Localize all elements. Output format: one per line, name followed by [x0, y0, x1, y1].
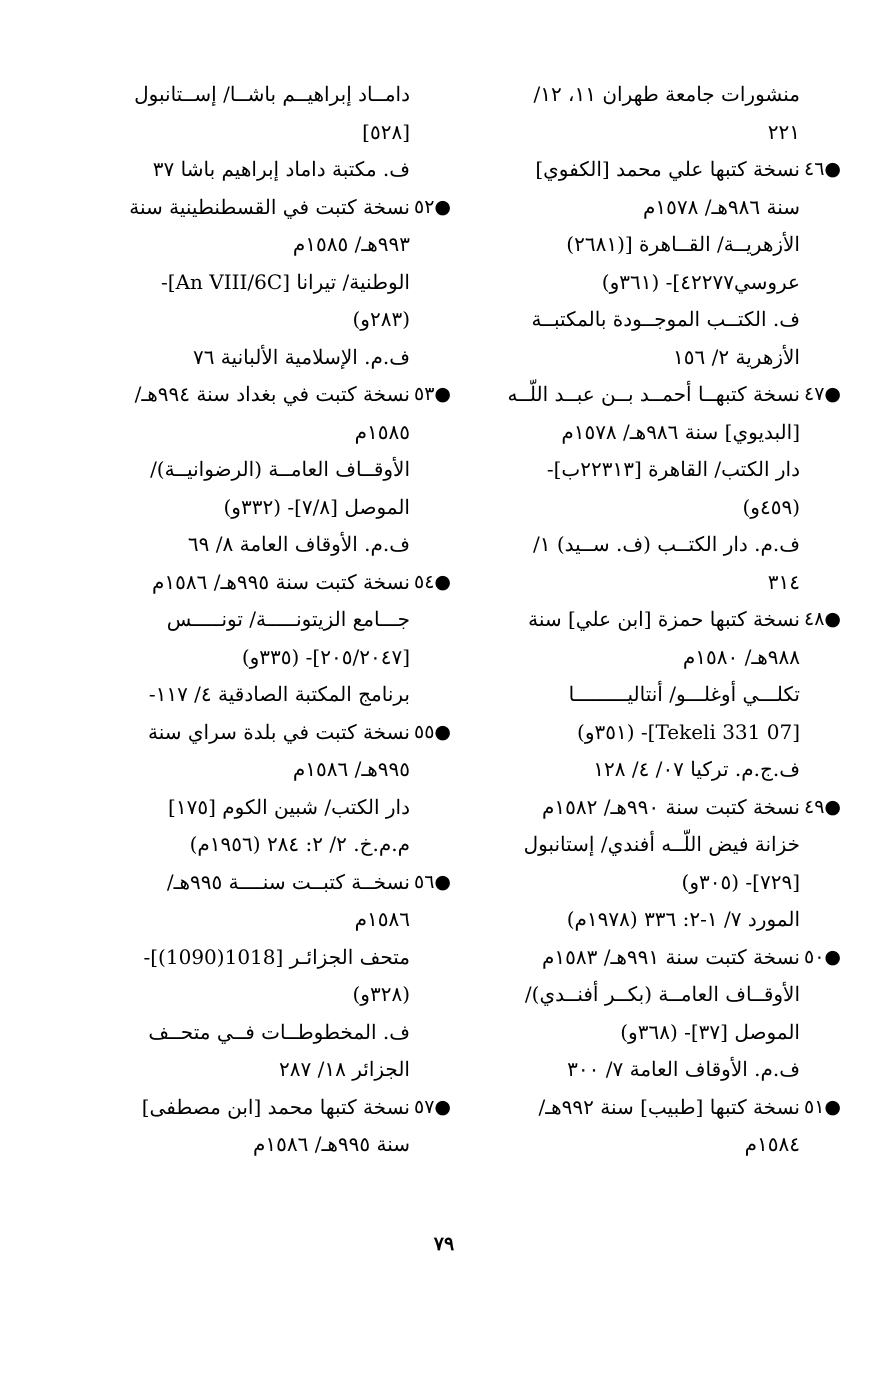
line-text: الوطنية/ تيرانا [An VIII/6C]- — [161, 269, 410, 294]
text-line — [80, 301, 410, 339]
text-line — [80, 639, 410, 677]
text-line — [468, 339, 800, 377]
text-line — [468, 939, 842, 977]
text-line — [80, 1089, 452, 1127]
text-line — [80, 114, 410, 152]
line-text: ١٥٨٤م — [744, 1132, 800, 1156]
text-line — [80, 864, 452, 902]
line-text: ٢٢١ — [767, 119, 800, 144]
line-text: [٥٢٨] — [362, 119, 410, 144]
text-line — [468, 976, 800, 1014]
text-line — [468, 151, 842, 189]
entry-number: ٤٩● — [804, 795, 842, 818]
line-text: الأوقــاف العامــة (الرضوانيــة)/ — [150, 457, 410, 481]
line-text: سنة ٩٨٦هـ/ ١٥٧٨م — [643, 194, 800, 219]
text-line — [80, 376, 452, 414]
text-line — [468, 1126, 800, 1164]
line-text: جـــامع الزيتونـــــة/ تونـــــس — [166, 607, 410, 631]
text-line — [468, 189, 800, 227]
line-text: ف. مكتبة داماد إبراهيم باشا ٣٧ — [152, 157, 410, 181]
line-text: نسخة كتبها [طبيب] سنة ٩٩٢هـ/ — [538, 1094, 800, 1119]
line-text: دار الكتب/ شبين الكوم [١٧٥] — [168, 794, 410, 819]
text-line — [468, 264, 800, 302]
text-line — [80, 676, 410, 714]
text-line — [468, 751, 800, 789]
line-text: [٢٠٥/٢٠٤٧]- (٣٣٥و) — [241, 644, 410, 669]
line-text: نسخة كتبت سنة ٩٩١هـ/ ١٥٨٣م — [542, 944, 800, 969]
line-text: برنامج المكتبة الصادقية ٤/ ١١٧- — [148, 682, 410, 706]
text-line — [80, 151, 410, 189]
line-text: ف.م. الأوقاف العامة ٧/ ٣٠٠ — [567, 1057, 800, 1081]
text-line — [468, 489, 800, 527]
text-line — [468, 564, 800, 602]
line-text: المورد ٧/ ١-٢: ٣٣٦ (١٩٧٨م) — [566, 907, 800, 931]
text-line — [468, 601, 842, 639]
line-text: نسخة كتبها محمد [ابن مصطفى] — [141, 1094, 410, 1119]
entry-number: ٥٧● — [414, 1095, 452, 1118]
text-line — [80, 976, 410, 1014]
line-text: نسخة كتبت سنة ٩٩٠هـ/ ١٥٨٢م — [542, 794, 800, 819]
text-line — [80, 264, 410, 302]
text-line — [80, 714, 452, 752]
text-line — [80, 1014, 410, 1052]
text-line — [468, 639, 800, 677]
line-text: [البديوي] سنة ٩٨٦هـ/ ١٥٧٨م — [561, 419, 800, 444]
line-text: الموصل [٣٧]- (٣٦٨و) — [620, 1019, 800, 1044]
text-line — [80, 901, 410, 939]
line-text: ٩٩٥هـ/ ١٥٨٦م — [292, 757, 410, 781]
line-text: سنة ٩٩٥هـ/ ١٥٨٦م — [253, 1132, 410, 1156]
text-line — [80, 939, 410, 977]
text-line — [468, 1089, 842, 1127]
line-text: دار الكتب/ القاهرة [٢٢٣١٣ب]- — [546, 457, 800, 481]
text-line — [468, 826, 800, 864]
entry-number: ٥١● — [804, 1095, 842, 1118]
line-text: الأزهريــة/ القــاهرة [(٢٦٨١) — [566, 232, 800, 256]
line-text: الأزهرية ٢/ ١٥٦ — [673, 344, 800, 369]
text-line — [468, 1014, 800, 1052]
text-line — [468, 714, 800, 752]
text-line — [80, 826, 410, 864]
entry-number: ٥٢● — [414, 195, 452, 218]
text-line — [80, 1051, 410, 1089]
line-text: نسخة كتبها حمزة [ابن علي] سنة — [528, 607, 800, 631]
entry-number: ٥٦● — [414, 870, 452, 893]
text-line — [80, 1126, 410, 1164]
line-text: ٩٩٣هـ/ ١٥٨٥م — [292, 232, 410, 256]
line-text: (٤٥٩و) — [742, 494, 800, 519]
right-column — [468, 76, 842, 1164]
entry-number: ٥٣● — [414, 383, 452, 405]
line-text: نسخة كتبت سنة ٩٩٥هـ/ ١٥٨٦م — [152, 569, 410, 594]
line-text: (٣٢٨و) — [352, 982, 410, 1006]
text-line — [80, 451, 410, 489]
text-line — [468, 789, 842, 827]
text-line — [80, 489, 410, 527]
text-line — [468, 414, 800, 452]
line-text: ١٥٨٥م — [354, 419, 410, 444]
line-text: ف. المخطوطــات فــي متحــف — [148, 1019, 410, 1044]
text-line — [468, 901, 800, 939]
text-line — [468, 226, 800, 264]
text-line — [468, 451, 800, 489]
line-text: الأوقــاف العامــة (بكــر أفنــدي)/ — [524, 982, 800, 1006]
line-text: ف.م. دار الكتــب (ف. ســيد) ١/ — [532, 532, 800, 556]
line-text: نسخة كتبت في بلدة سراي سنة — [148, 719, 410, 744]
line-text: نسخــة كتبــت سنــــة ٩٩٥هـ/ — [166, 869, 410, 894]
text-line — [80, 526, 410, 564]
text-line — [80, 751, 410, 789]
line-text: متحف الجزائـر [1018(1090)]- — [143, 944, 410, 969]
line-text: ١٥٨٦م — [354, 907, 410, 931]
line-text: نسخة كتبها علي محمد [الكفوي] — [535, 157, 800, 181]
text-line — [468, 526, 800, 564]
line-text: ف.ج.م. تركيا ٠٧/ ٤/ ١٢٨ — [593, 757, 800, 781]
text-line — [468, 376, 842, 414]
line-text: نسخة كتبهــا أحمــد بــن عبــد اللّــه — [507, 382, 800, 406]
line-text: عروسي٤٢٢٧٧]- (٣٦١و) — [601, 269, 800, 294]
line-text: ف.م. الإسلامية الألبانية ٧٦ — [192, 344, 410, 369]
line-text: تكلـــي أوغلـــو/ أنتاليـــــــــا — [568, 682, 800, 706]
text-line — [468, 676, 800, 714]
text-line — [80, 414, 410, 452]
text-line — [80, 339, 410, 377]
line-text: خزانة فيض اللّــه أفندي/ إستانبول — [523, 832, 800, 856]
text-line — [80, 789, 410, 827]
left-column — [80, 76, 452, 1164]
entry-number: ٥٤● — [414, 570, 452, 593]
line-text: [٧٢٩]- (٣٠٥و) — [681, 869, 800, 894]
entry-number: ٥٥● — [414, 720, 452, 743]
entry-number: ٤٦● — [804, 158, 842, 180]
text-line — [468, 1051, 800, 1089]
line-text: ٣١٤ — [767, 569, 800, 594]
line-text: نسخة كتبت في بغداد سنة ٩٩٤هـ/ — [134, 382, 410, 406]
text-line — [80, 564, 452, 602]
line-text: منشورات جامعة طهران ١١، ١٢/ — [533, 82, 800, 106]
line-text: [07 Tekeli 331]- (٣٥١و) — [577, 719, 800, 744]
line-text: الجزائر ١٨/ ٢٨٧ — [279, 1057, 410, 1081]
entry-number: ٤٧● — [804, 383, 842, 405]
line-text: م.م.خ. ٢/ ٢: ٢٨٤ (١٩٥٦م) — [189, 832, 410, 856]
text-line — [80, 601, 410, 639]
line-text: ف. الكتــب الموجــودة بالمكتبــة — [531, 307, 800, 331]
entry-number: ٤٨● — [804, 608, 842, 630]
line-text: دامــاد إبراهيــم باشــا/ إســتانبول — [134, 82, 410, 106]
line-text: الموصل [٧/٨]- (٣٣٢و) — [223, 494, 410, 519]
text-line — [468, 114, 800, 152]
text-line — [468, 301, 800, 339]
text-line — [468, 864, 800, 902]
line-text: ف.م. الأوقاف العامة ٨/ ٦٩ — [187, 532, 410, 556]
text-line — [80, 226, 410, 264]
text-line — [80, 76, 410, 114]
entry-number: ٥٠● — [804, 945, 842, 968]
line-text: (٢٨٣و) — [352, 307, 410, 331]
line-text: ٩٨٨هـ/ ١٥٨٠م — [682, 644, 800, 669]
text-line — [80, 189, 452, 227]
text-line — [468, 76, 800, 114]
page-number: ٧٩ — [433, 1233, 455, 1255]
line-text: نسخة كتبت في القسطنطينية سنة — [129, 194, 410, 219]
